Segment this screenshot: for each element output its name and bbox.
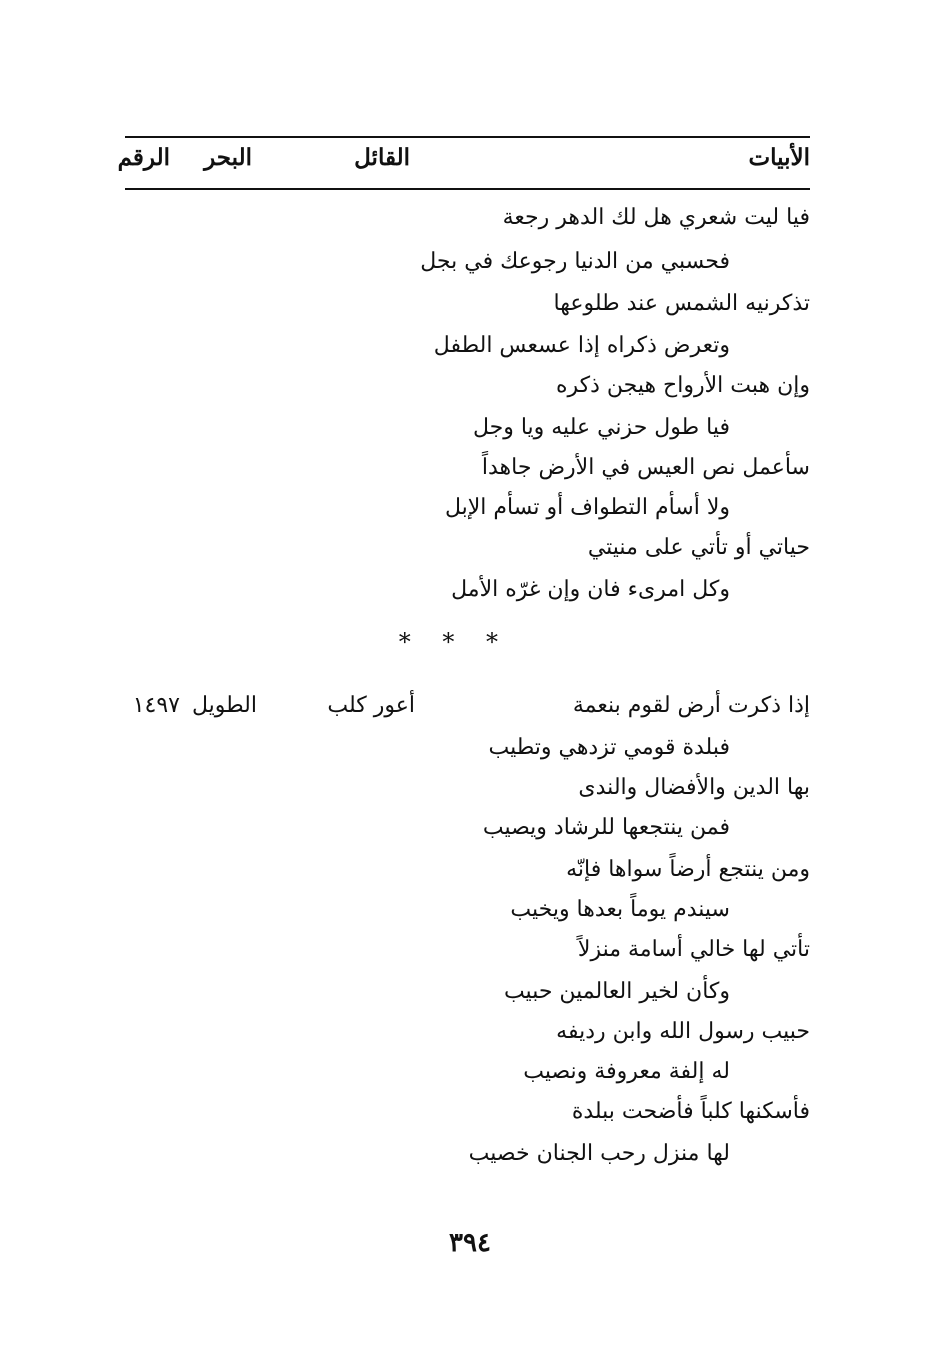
verse-line: فيا طول حزني عليه ويا وجل bbox=[472, 415, 730, 440]
entry-meter: الطويل bbox=[191, 693, 257, 718]
verse-line: سأعمل نص العيس في الأرض جاهداً bbox=[481, 455, 810, 480]
page-number: ٣٩٤ bbox=[449, 1228, 491, 1258]
table-header bbox=[117, 138, 810, 186]
verse-line: إذا ذكرت أرض لقوم بنعمة bbox=[572, 693, 810, 718]
entry-number: ١٤٩٧ bbox=[132, 693, 180, 718]
verse-line: تأتي لها خالي أسامة منزلاً bbox=[577, 937, 810, 962]
verse-line: حياتي أو تأتي على منيتي bbox=[587, 535, 810, 560]
section-separator: * * * bbox=[398, 628, 510, 656]
header-poet: القائل bbox=[354, 144, 410, 171]
verse-line: فيا ليت شعري هل لك الدهر رجعة bbox=[502, 205, 810, 230]
verse-line: وكل امرىء فان وإن غرّه الأمل bbox=[451, 577, 730, 602]
header-verses: الأبيات bbox=[748, 144, 810, 171]
verse-line: وتعرض ذكراه إذا عسعس الطفل bbox=[433, 333, 730, 358]
verse-line: سيندم يوماً بعدها ويخيب bbox=[510, 897, 730, 922]
verse-line: بها الدين والأفضال والندى bbox=[578, 775, 810, 800]
verse-line: فأسكنها كلباً فأضحت ببلدة bbox=[571, 1099, 810, 1124]
verse-line: ومن ينتجع أرضاً سواها فإنّه bbox=[566, 857, 810, 882]
verse-line: تذكرنيه الشمس عند طلوعها bbox=[553, 291, 810, 316]
verse-line: حبيب رسول الله وابن رديفه bbox=[556, 1019, 810, 1044]
header-number: الرقم bbox=[117, 144, 170, 171]
verse-line: فحسبي من الدنيا رجوعك في بجل bbox=[420, 249, 730, 274]
verse-line: فبلدة قومي تزدهي وتطيب bbox=[488, 735, 730, 760]
entry-poet: أعور كلب bbox=[327, 693, 415, 718]
verse-line: له إلفة معروفة ونصيب bbox=[523, 1059, 730, 1084]
verse-line: ولا أسأم التطواف أو تسأم الإبل bbox=[444, 495, 730, 520]
header-bottom-rule bbox=[125, 188, 810, 190]
verse-line: وإن هبت الأرواح هيجن ذكره bbox=[555, 373, 810, 398]
verse-line: لها منزل رحب الجنان خصيب bbox=[468, 1141, 730, 1166]
verse-line: وكأن لخير العالمين حبيب bbox=[503, 979, 730, 1004]
header-meter: البحر bbox=[204, 144, 252, 171]
verse-line: فمن ينتجعها للرشاد ويصيب bbox=[482, 815, 730, 840]
